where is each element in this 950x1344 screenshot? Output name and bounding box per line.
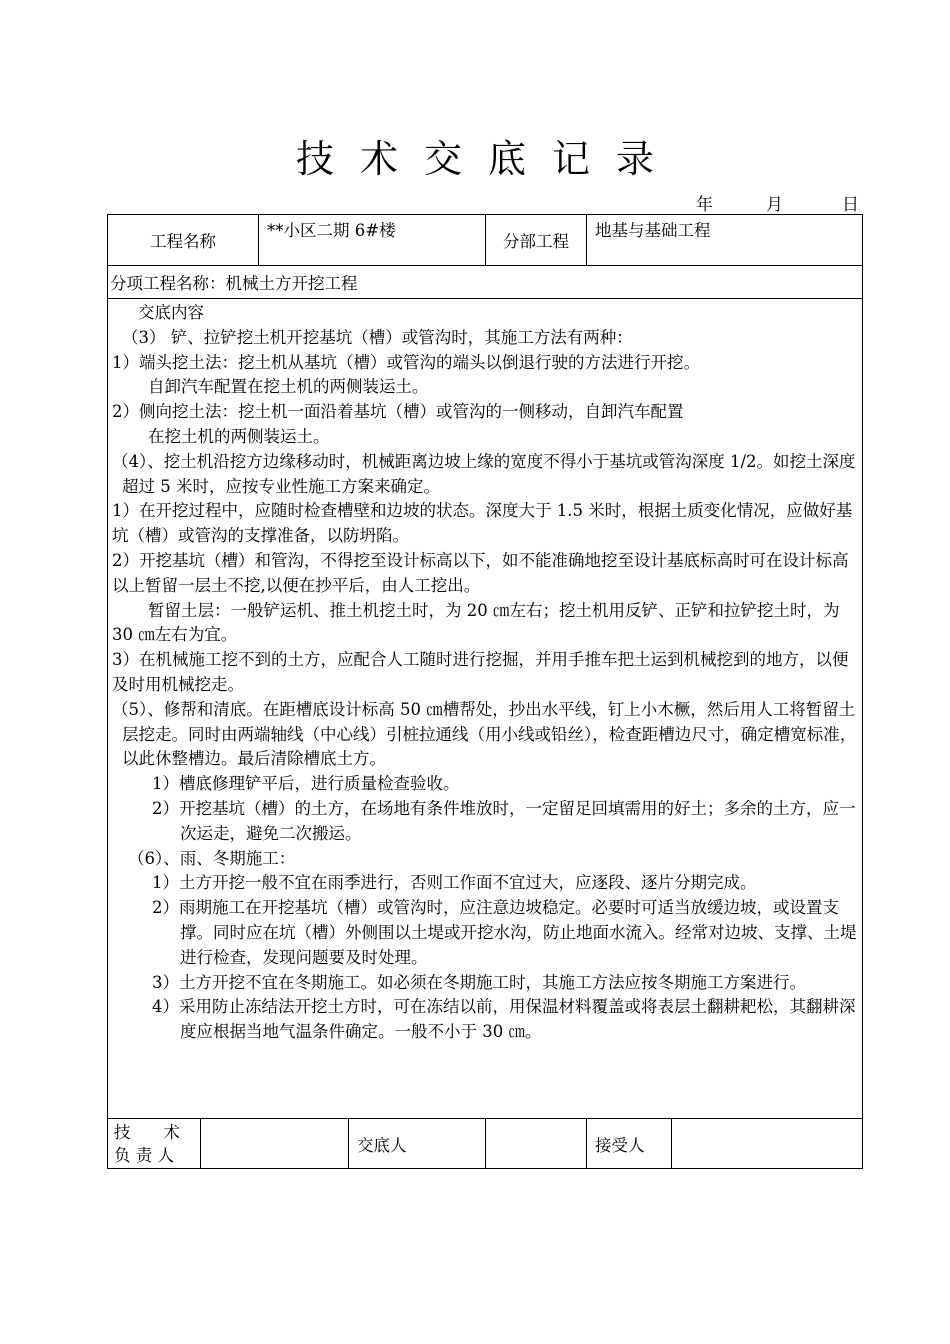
signature-row (108, 1119, 863, 1169)
disclosure-form-table (107, 214, 863, 1169)
disclosure-content (108, 299, 863, 1119)
document-title: 技术交底记录 (295, 137, 680, 181)
tech-lead-label-line2: 负 责 人 (114, 1145, 174, 1165)
sub-item-name: 分项工程名称：机械土方开挖工程 (108, 266, 863, 299)
presenter-signature-field[interactable] (486, 1119, 587, 1169)
date-year-label: 年 (696, 195, 713, 215)
content-paragraph: 在挖土机的两侧装运土。 (148, 426, 330, 446)
content-paragraph: 2）开挖基坑（槽）和管沟，不得挖至设计标高以下，如不能准确地挖至设计基底标高时可在设计标高以上暂留一层土不挖,以便在抄平后，由人工挖出。 (112, 550, 849, 595)
content-row (108, 299, 863, 1119)
tech-lead-signature-field[interactable] (201, 1119, 349, 1169)
content-list-item: 3）土方开挖不宜在冬期施工。如必须在冬期施工时，其施工方法应按冬期施工方案进行。 (152, 972, 806, 992)
project-name-value: **小区二期 6#楼 (259, 215, 486, 266)
content-subheading: （6）、雨、冬期施工： (128, 848, 296, 868)
content-list-item: 2）开挖基坑（槽）的土方，在场地有条件堆放时，一定留足回填需用的好土；多余的土方，应一次运走，避免二次搬运。 (152, 798, 856, 843)
content-paragraph: 自卸汽车配置在挖土机的两侧装运土。 (148, 377, 429, 397)
content-paragraph: （5）、修帮和清底。在距槽底设计标高 50 ㎝槽帮处，抄出水平线，钉上小木橛，然后用人工将暂留土层挖走。同时由两端轴线（中心线）引桩拉通线（用小线或铅丝），检查距槽边尺寸，确定槽宽标准，以此休整槽边。最后清除槽底土方。 (112, 699, 857, 769)
content-paragraph: （4）、挖土机沿挖方边缘移动时，机械距离边坡上缘的宽度不得小于基坑或管沟深度 1/2。如挖土深度超过 5 米时，应按专业性施工方案来确定。 (112, 451, 856, 496)
tech-lead-label (108, 1119, 201, 1169)
date-day-label: 日 (842, 195, 859, 215)
content-paragraph: 1）在开挖过程中，应随时检查槽壁和边坡的状态。深度大于 1.5 米时，根据土质变化情况，应做好基坑（槽）或管沟的支撑准备，以防坍陷。 (112, 501, 853, 546)
content-paragraph: （3） 铲、拉铲挖土机开挖基坑（槽）或管沟时，其施工方法有两种： (122, 327, 633, 347)
receiver-signature-field[interactable] (672, 1119, 863, 1169)
content-paragraph: 1）端头挖土法：挖土机从基坑（槽）或管沟的端头以倒退行驶的方法进行开挖。 (112, 352, 700, 372)
header-row (108, 215, 863, 266)
receiver-label: 接受人 (587, 1119, 672, 1169)
content-list-item: 1）土方开挖一般不宜在雨季进行，否则工作面不宜过大，应逐段、逐片分期完成。 (152, 873, 757, 893)
content-list-item: 2）雨期施工在开挖基坑（槽）或管沟时，应注意边坡稳定。必要时可适当放缓边坡，或设置支撑。同时应在坑（槽）外侧围以土堤或开挖水沟，防止地面水流入。经常对边坡、支撑、土堤进行检查，发现问题要及时处理。 (152, 898, 857, 967)
content-paragraph: 2）侧向挖土法：挖土机一面沿着基坑（槽）或管沟的一侧移动，自卸汽车配置 (112, 402, 684, 422)
division-label: 分部工程 (486, 215, 587, 266)
presenter-label: 交底人 (349, 1119, 486, 1169)
division-value: 地基与基础工程 (587, 215, 863, 266)
content-heading: 交底内容 (138, 303, 204, 322)
content-paragraph: 暂留土层：一般铲运机、推土机挖土时，为 20 ㎝左右；挖土机用反铲、正铲和拉铲挖土时，为 30 ㎝左右为宜。 (112, 600, 840, 645)
content-list-item: 4）采用防止冻结法开挖土方时，可在冻结以前，用保温材料覆盖或将表层土翻耕耙松，其翻耕深度应根据当地气温条件确定。一般不小于 30 ㎝。 (152, 997, 856, 1042)
content-list-item: 1）槽底修理铲平后，进行质量检查验收。 (152, 774, 460, 794)
date-month-label: 月 (766, 195, 783, 215)
tech-lead-label-line1: 技 术 (114, 1122, 180, 1142)
project-name-label: 工程名称 (108, 215, 259, 266)
content-paragraph: 3）在机械施工挖不到的土方，应配合人工随时进行挖掘，并用手推车把土运到机械挖到的地方，以便及时用机械挖走。 (112, 650, 849, 694)
sub-item-row (108, 266, 863, 299)
